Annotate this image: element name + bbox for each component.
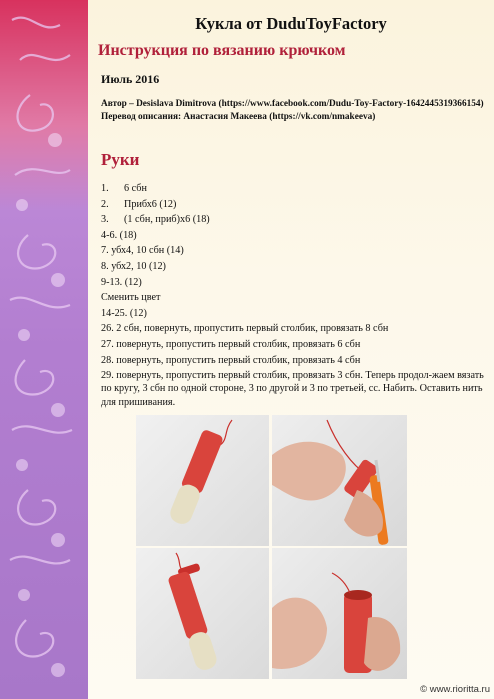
- step-row: 8. убх2, 10 (12): [101, 260, 166, 272]
- photo-arm-hanging: [136, 548, 269, 679]
- step-row: 26. 2 сбн, повернуть, пропустить первый столбик, провязать 8 сбн: [101, 323, 389, 335]
- step-row: 4-6. (18): [101, 229, 137, 241]
- step-row: Сменить цвет: [101, 292, 161, 304]
- step-row: 14-25. (12): [101, 307, 147, 319]
- doc-date: Июль 2016: [101, 72, 160, 86]
- step-row: 29. повернуть, пропустить первый столбик, провязать 3 сбн. Теперь продол-жаем вязать по кругу, 3 сбн по одной стороне, 3 по другой и 3 по третьей, сс. Набить. Оставить нить для пришивания.: [101, 370, 484, 408]
- step-row: 1. 6 сбн: [101, 183, 147, 194]
- photo-arm-crochet-hook: [272, 415, 407, 546]
- step-row: 27. повернуть, пропустить первый столбик, провязать 6 сбн: [101, 338, 361, 350]
- watermark: © www.rioritta.ru: [420, 684, 490, 695]
- photo-arm-lying: [136, 415, 269, 546]
- step-row: 28. повернуть, пропустить первый столбик, провязать 4 сбн: [101, 354, 361, 366]
- doc-subtitle: Инструкция по вязанию крючком: [98, 42, 346, 59]
- doc-title: Кукла от DuduToyFactory: [195, 14, 387, 33]
- step-row: 9-13. (12): [101, 276, 142, 288]
- step-row: 7. убх4, 10 сбн (14): [101, 245, 184, 257]
- decorative-side-band: [0, 0, 88, 699]
- credits-block: [101, 98, 486, 124]
- step-row: 2. Прибх6 (12): [101, 198, 177, 210]
- section-heading: Руки: [101, 150, 140, 169]
- floral-pattern-icon: [0, 0, 88, 699]
- step-row: 3. (1 сбн, приб)х6 (18): [101, 214, 210, 226]
- pattern-steps: [101, 181, 486, 409]
- photo-arm-held: [272, 548, 407, 679]
- translator-line: Перевод описания: Анастасия Макеева (https://vk.com/nmakeeva): [101, 112, 376, 122]
- author-line: Автор – Desislava Dimitrova (https://www.facebook.com/Dudu-Toy-Factory-1642445319366154): [101, 99, 484, 109]
